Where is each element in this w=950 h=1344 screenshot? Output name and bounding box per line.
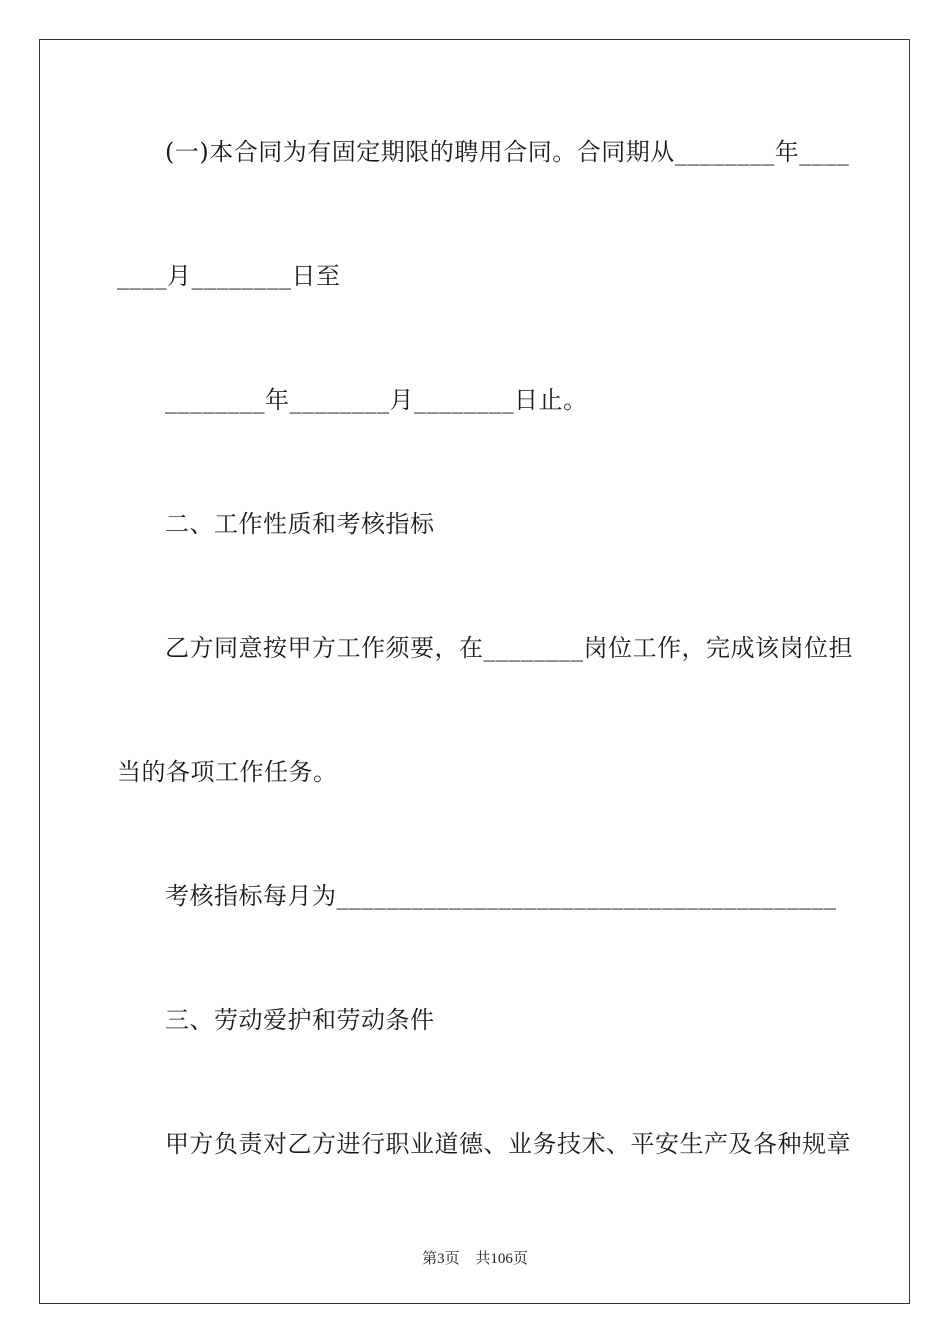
labor-protection-paragraph: 甲方负责对乙方进行职业道德、业务技术、平安生产及各种规章 bbox=[165, 1130, 851, 1158]
section-heading-labor-protection: 三、劳动爱护和劳动条件 bbox=[165, 1006, 435, 1034]
page-number-total: 共106页 bbox=[475, 1251, 528, 1267]
section-heading-work-nature: 二、工作性质和考核指标 bbox=[165, 510, 435, 538]
work-position-paragraph-cont: 当的各项工作任务。 bbox=[117, 758, 338, 786]
page-border bbox=[39, 39, 910, 1304]
contract-term-line: (一)本合同为有固定期限的聘用合同。合同期从________年____ bbox=[165, 138, 850, 166]
page-number-current: 第3页 bbox=[422, 1251, 460, 1267]
contract-term-start-date: ____月________日至 bbox=[117, 262, 341, 290]
work-position-paragraph: 乙方同意按甲方工作须要，在________岗位工作，完成该岗位担 bbox=[165, 634, 853, 662]
contract-term-end-date: ________年________月________日止。 bbox=[165, 386, 588, 414]
assessment-index-line: 考核指标每月为________________________________________ bbox=[165, 882, 837, 910]
page-footer bbox=[0, 1247, 950, 1268]
